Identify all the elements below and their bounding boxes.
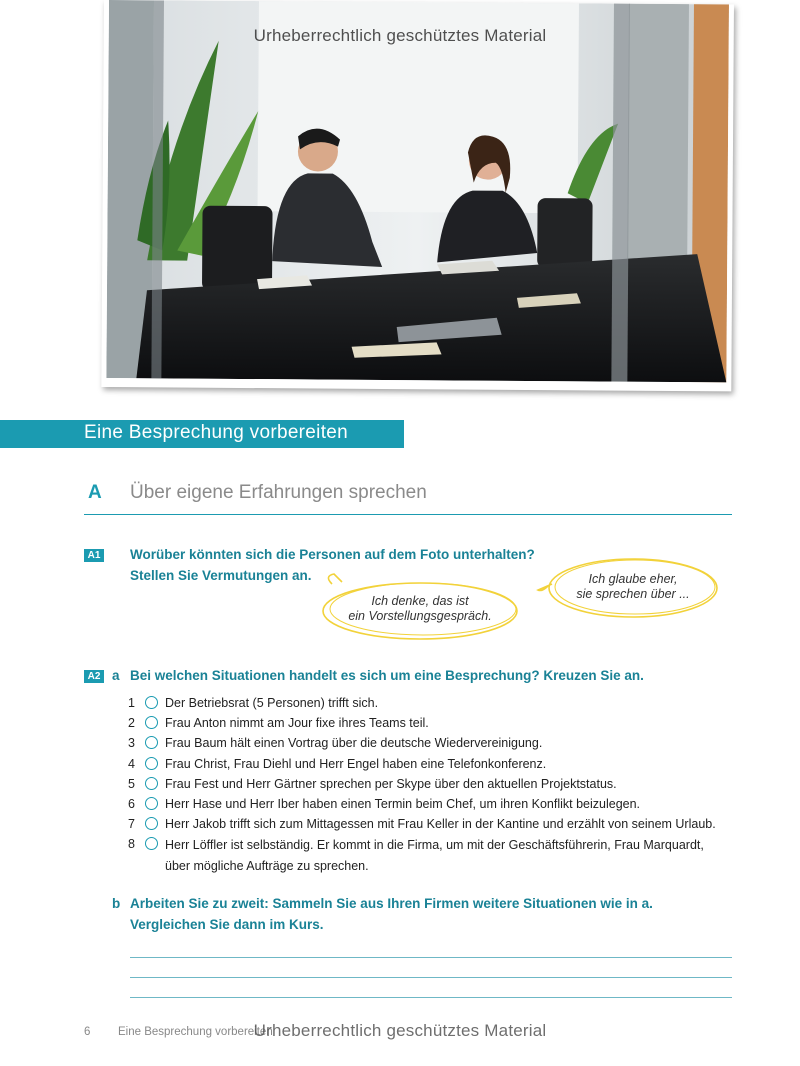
item-number: 1 (128, 696, 135, 710)
item-number: 7 (128, 817, 135, 832)
item-text: Der Betriebsrat (5 Personen) trifft sich. (165, 696, 379, 710)
bubble-2-line1: Ich glaube eher, (588, 572, 678, 586)
bubble-1-line1: Ich denke, das ist (371, 594, 469, 608)
task-a1-line1: Worüber könnten sich die Personen auf dem Foto unterhalten? (130, 547, 535, 562)
section-letter: A (88, 482, 102, 503)
item-number: 5 (128, 776, 135, 791)
item-text: Herr Löffler ist selbständig. Er kommt in die Firma, um mit der Geschäftsführerin, Frau Marquardt, über mögliche Aufträge zu sprechen. (165, 838, 704, 873)
checklist-item (128, 694, 748, 714)
item-number: 3 (128, 736, 135, 751)
speech-bubble-2 (552, 572, 714, 602)
section-title: Über eigene Erfahrungen sprechen (130, 482, 427, 503)
task-a1-line2: Stellen Sie Vermutungen an. (130, 568, 312, 583)
item-number: 4 (128, 756, 135, 771)
checklist-item (128, 775, 748, 795)
checkbox-circle[interactable] (145, 716, 158, 729)
checklist-item (128, 714, 748, 734)
checkbox-circle[interactable] (145, 736, 158, 749)
speech-bubble-1 (330, 594, 510, 624)
task-a2-b-line1: Arbeiten Sie zu zweit: Sammeln Sie aus Ihren Firmen weitere Situationen wie in a. (130, 896, 653, 911)
checklist-item (128, 835, 748, 877)
bubble-1-line2: ein Vorstellungsgespräch. (348, 609, 492, 623)
checklist (128, 694, 748, 877)
meeting-photo (101, 0, 734, 391)
task-a2-a-instruction: Bei welchen Situationen handelt es sich um eine Besprechung? Kreuzen Sie an. (130, 668, 644, 683)
item-text: Herr Hase und Herr Iber haben einen Termin beim Chef, um ihren Konflikt beizulegen. (165, 796, 641, 811)
task-a2-a-letter: a (112, 668, 120, 683)
item-number: 8 (128, 837, 135, 852)
checklist-item (128, 755, 748, 775)
checkbox-circle[interactable] (145, 837, 158, 850)
chapter-title: Eine Besprechung vorbereiten (84, 422, 349, 443)
item-number: 6 (128, 796, 135, 811)
writing-line-3[interactable] (130, 997, 732, 998)
item-text: Frau Christ, Frau Diehl und Herr Engel haben eine Telefonkonferenz. (165, 756, 547, 771)
item-text: Frau Baum hält einen Vortrag über die deutsche Wiedervereinigung. (165, 736, 543, 751)
checkbox-circle[interactable] (145, 757, 158, 770)
footer-text: Eine Besprechung vorbereiten (118, 1026, 273, 1038)
item-text: Frau Anton nimmt am Jour fixe ihres Teams teil. (165, 716, 429, 731)
section-divider (84, 514, 732, 515)
checkbox-circle[interactable] (145, 797, 158, 810)
task-badge-a1: A1 (84, 549, 104, 562)
item-text: Frau Fest und Herr Gärtner sprechen per Skype über den aktuellen Projektstatus. (165, 776, 617, 791)
checkbox-circle[interactable] (145, 817, 158, 830)
item-number: 2 (128, 716, 135, 731)
meeting-photo-image (106, 0, 729, 382)
writing-line-1[interactable] (130, 957, 732, 958)
checklist-item (128, 734, 748, 754)
bubble-1-tail (328, 574, 342, 584)
checkbox-circle[interactable] (145, 696, 158, 709)
item-text: Herr Jakob trifft sich zum Mittagessen mit Frau Keller in der Kantine und erzählt von seinem Urlaub. (165, 817, 716, 832)
bubble-2-line2: sie sprechen über ... (576, 587, 690, 601)
task-a2-b-letter: b (112, 896, 121, 911)
checklist-item (128, 795, 748, 815)
task-a2-b-instruction (130, 893, 653, 935)
page-number: 6 (84, 1026, 91, 1038)
watermark-top: Urheberrechtlich geschütztes Material (253, 26, 547, 45)
checkbox-circle[interactable] (145, 777, 158, 790)
checklist-item (128, 815, 748, 835)
task-badge-a2: A2 (84, 670, 104, 683)
task-a2-b-line2: Vergleichen Sie dann im Kurs. (130, 917, 324, 932)
writing-line-2[interactable] (130, 977, 732, 978)
watermark-bottom: Urheberrechtlich geschütztes Material (253, 1021, 547, 1040)
